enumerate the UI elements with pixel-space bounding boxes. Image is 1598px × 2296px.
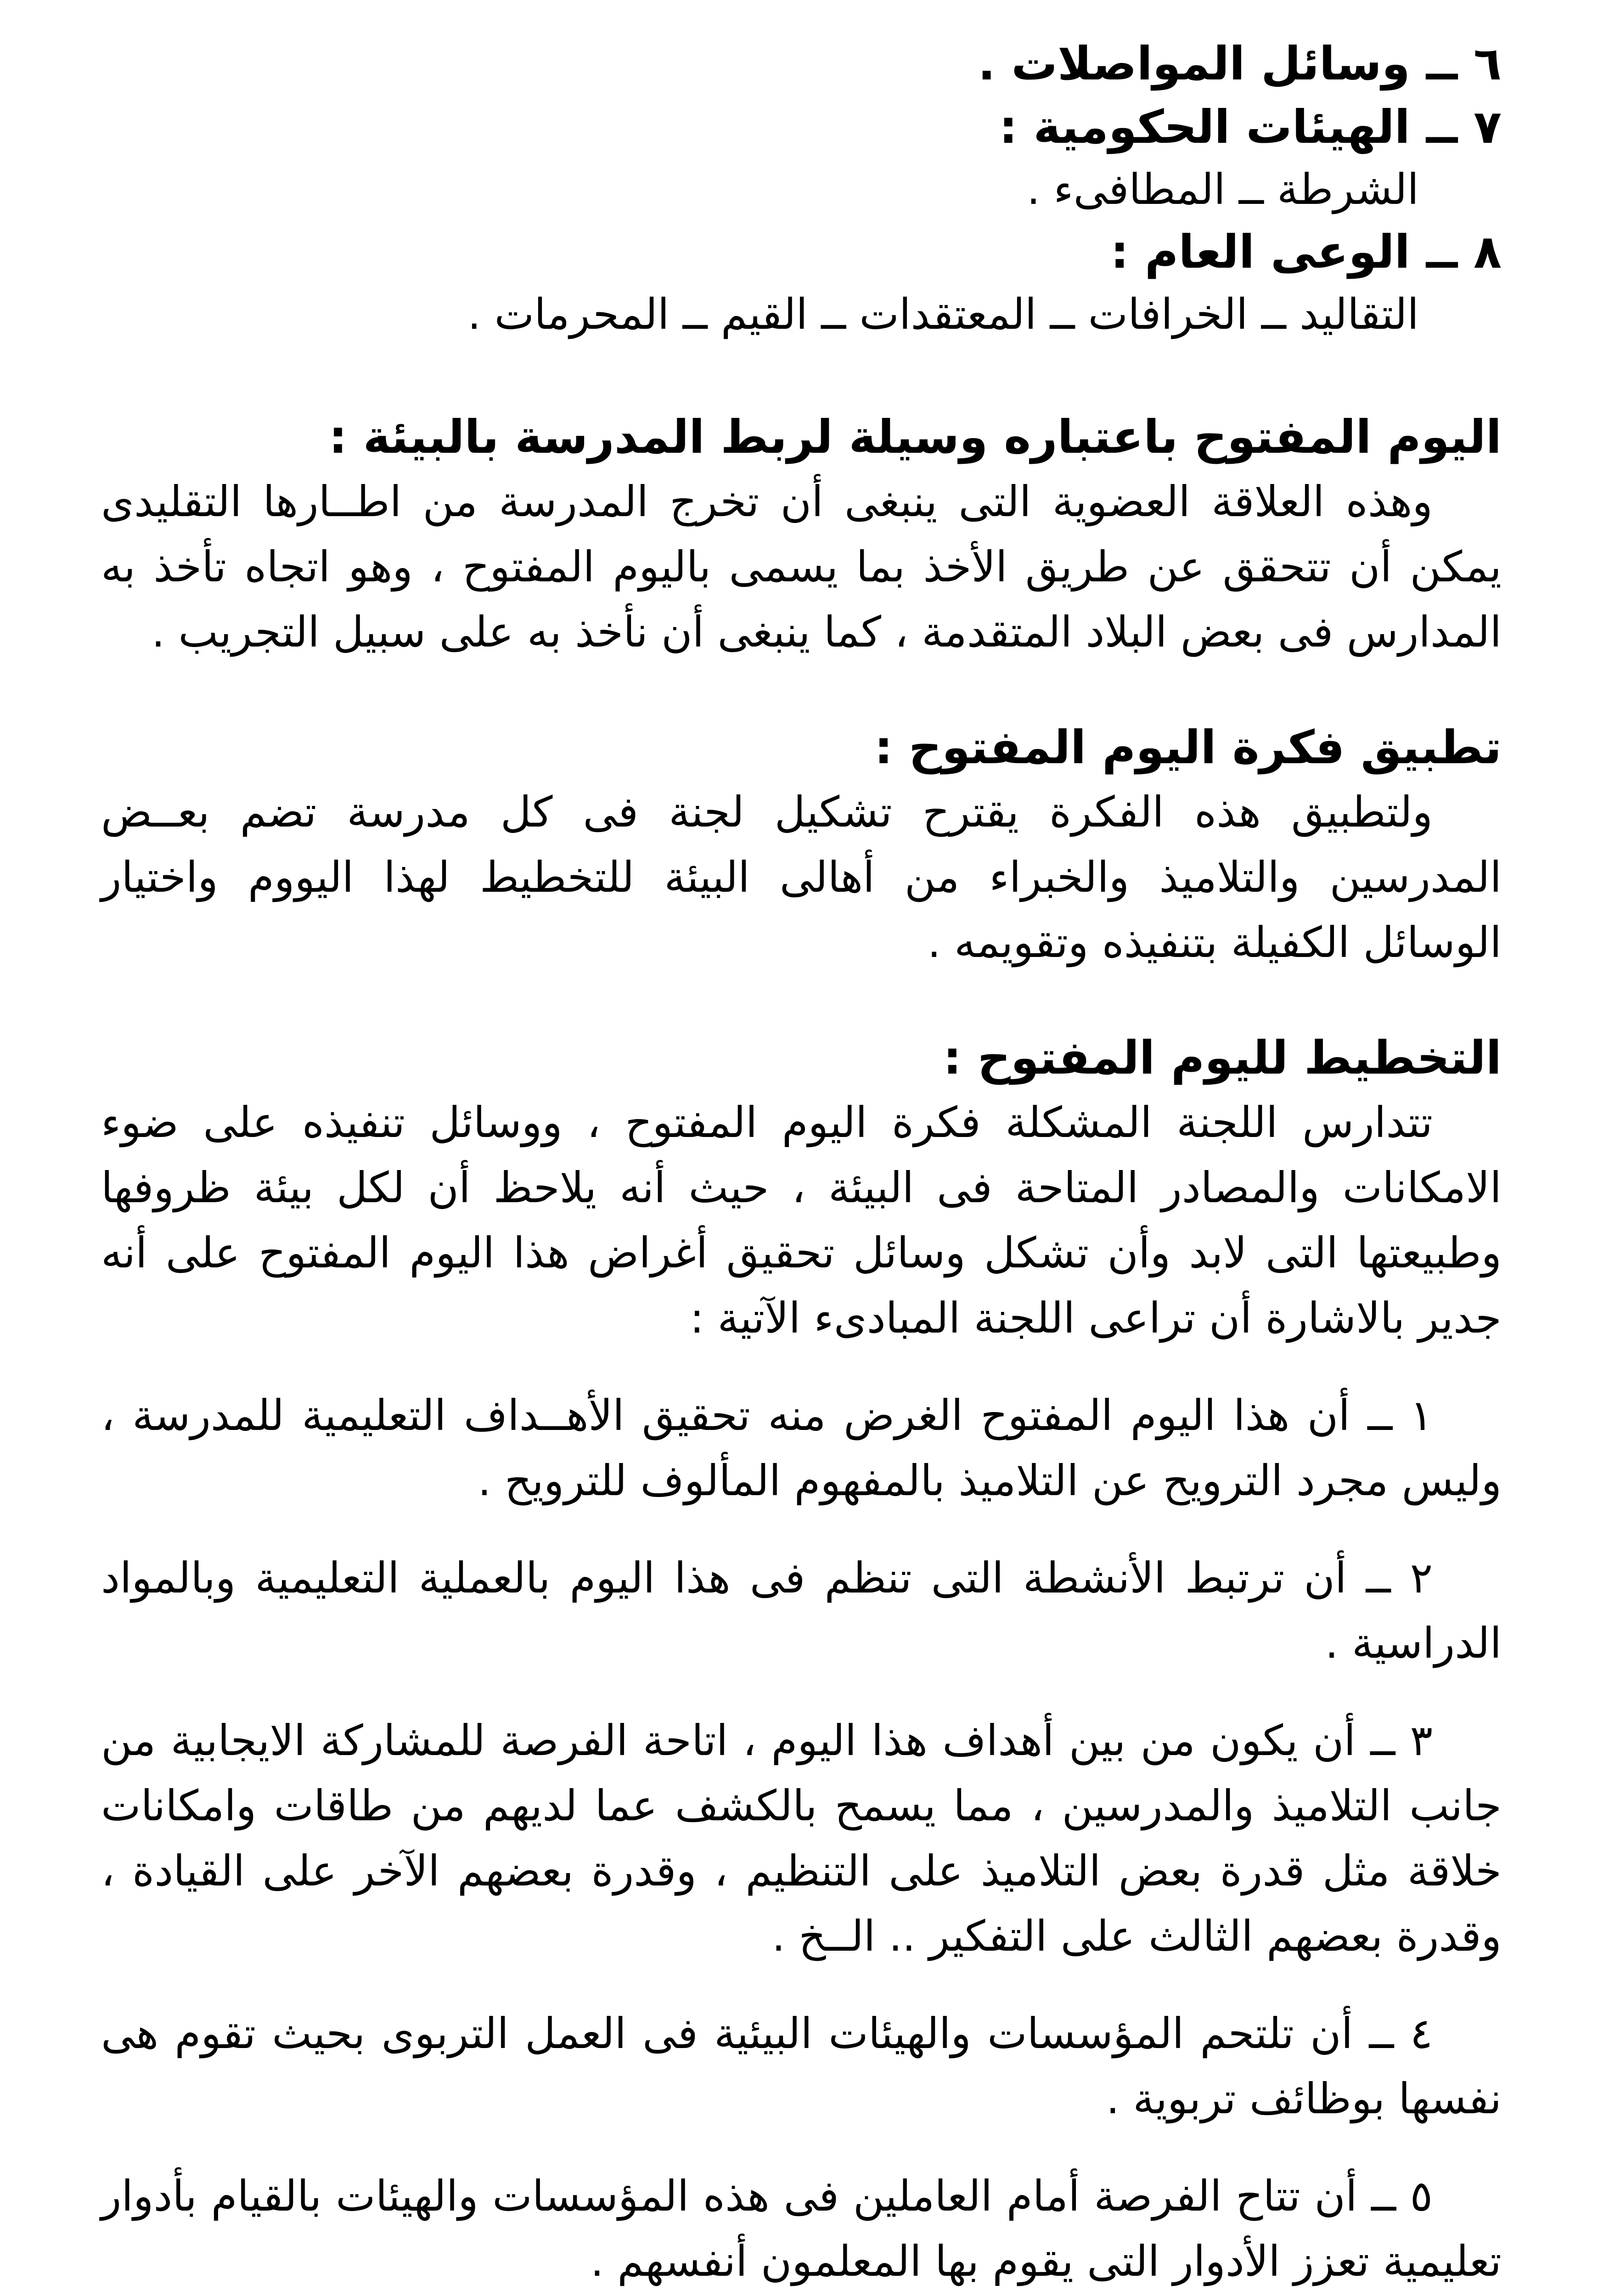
section-title-application: تطبيق فكرة اليوم المفتوح : (874, 720, 1502, 774)
section-title-open-day: اليوم المفتوح باعتباره وسيلة لربط المدرسة بالبيئة : (328, 410, 1502, 464)
principle-3: ٣ ــ أن يكون من بين أهداف هذا اليوم ، اتاحة الفرصة للمشاركة الايجابية من جانب التلاميذ والمدرسين ، مما يسمح بالكشف عما لديهم من طاقات وامكانات خلاقة مثل قدرة بعض التلاميذ على التنظيم ، وقدرة بعضهم الآخر على القيادة ، وقدرة بعضهم الثالث على التفكير .. الــخ . (101, 1716, 1502, 1961)
principle-5: ٥ ــ أن تتاح الفرصة أمام العاملين فى هذه المؤسسات والهيئات بالقيام بأدوار تعليمية تعزز الأدوار التى يقوم بها المعلمون أنفسهم . (101, 2172, 1502, 2286)
list-item-7-details: الشرطة ــ المطافىء . (1026, 165, 1419, 214)
principle-1: ١ ــ أن هذا اليوم المفتوح الغرض منه تحقيق الأهــداف التعليمية للمدرسة ، وليس مجرد الترويح عن التلاميذ بالمفهوم المألوف للترويح . (101, 1391, 1502, 1505)
paragraph-application: ولتطبيق هذه الفكرة يقترح تشكيل لجنة فى كل مدرسة تضم بعــض المدرسين والتلاميذ والخبراء من أهالى البيئة للتخطيط لهذا اليووم واختيار الوسائل الكفيلة بتنفيذه وتقويمه . (101, 788, 1502, 967)
list-item-8-details: التقاليد ــ الخرافات ــ المعتقدات ــ القيم ــ المحرمات . (467, 290, 1419, 339)
paragraph-open-day: وهذه العلاقة العضوية التى ينبغى أن تخرج المدرسة من اطــارها التقليدى يمكن أن تتحقق عن طريق الأخذ بما يسمى باليوم المفتوح ، وهو اتجاه تأخذ به المدارس فى بعض البلاد المتقدمة ، كما ينبغى أن نأخذ به على سبيل التجريب . (101, 477, 1502, 657)
list-item-7-heading: ٧ ــ الهيئات الحكومية : (999, 100, 1502, 154)
principle-4: ٤ ــ أن تلتحم المؤسسات والهيئات البيئية فى العمل التربوى بحيث تقوم هى نفسها بوظائف تربوية . (101, 2009, 1502, 2123)
principle-2: ٢ ــ أن ترتبط الأنشطة التى تنظم فى هذا اليوم بالعملية التعليمية وبالمواد الدراسية . (101, 1553, 1502, 1668)
page-content (101, 32, 1502, 2294)
list-item-6-heading: ٦ ــ وسائل المواصلات . (978, 37, 1502, 90)
paragraph-planning-intro: تتدارس اللجنة المشكلة فكرة اليوم المفتوح ، ووسائل تنفيذه على ضوء الامكانات والمصادر المتاحة فى البيئة ، حيث أنه يلاحظ أن لكل بيئة ظروفها وطبيعتها التى لابد وأن تشكل وسائل تحقيق أغراض هذا اليوم المفتوح على أنه جدير بالاشارة أن تراعى اللجنة المبادىء الآتية : (101, 1098, 1502, 1343)
list-item-8-heading: ٨ ــ الوعى العام : (1110, 225, 1502, 279)
section-title-planning: التخطيط لليوم المفتوح : (943, 1031, 1502, 1085)
